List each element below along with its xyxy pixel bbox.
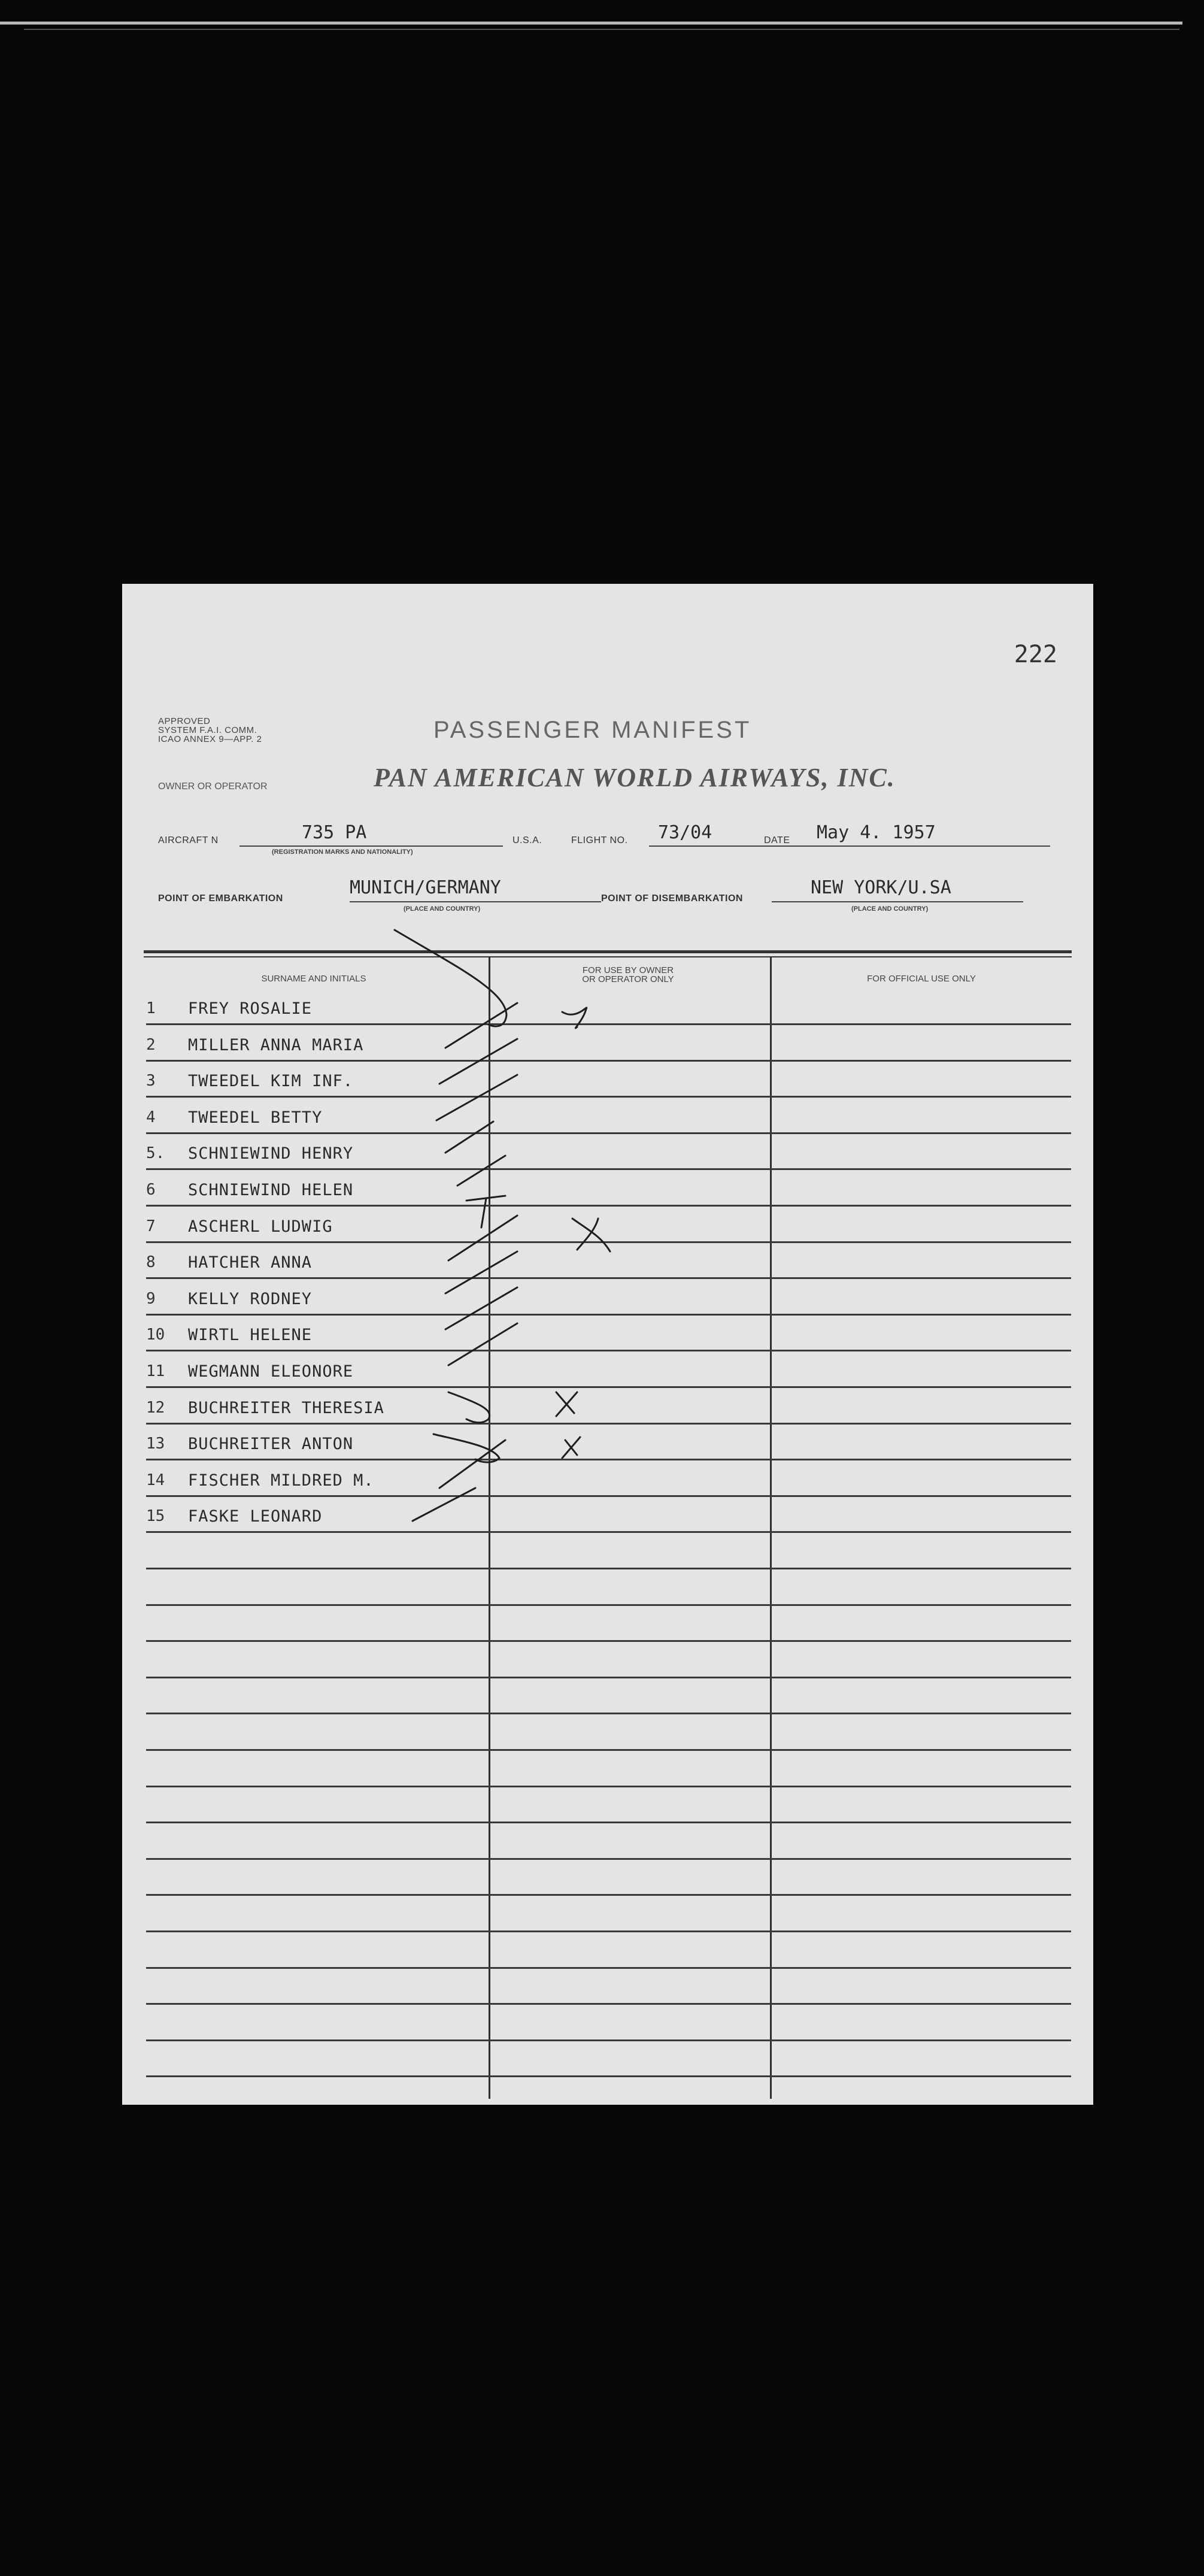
- country-label: U.S.A.: [512, 835, 542, 845]
- passenger-name: BUCHREITER THERESIA: [188, 1399, 384, 1417]
- table-row-line: [146, 2039, 1071, 2041]
- date-value: May 4. 1957: [817, 822, 936, 843]
- aircraft-value: 735 PA: [302, 822, 367, 843]
- passenger-name: FASKE LEONARD: [188, 1507, 323, 1526]
- embarkation-label: POINT OF EMBARKATION: [158, 893, 283, 904]
- film-top-edge: [0, 22, 1182, 25]
- table-row-line: [146, 1132, 1071, 1134]
- approval-stamp: APPROVED SYSTEM F.A.I. COMM. ICAO ANNEX 9—APP. 2: [158, 716, 262, 744]
- table-row-line: [146, 1168, 1071, 1170]
- disembarkation-caption: (PLACE AND COUNTRY): [851, 905, 929, 913]
- table-row-line: [146, 1350, 1071, 1351]
- table-row-line: [146, 1822, 1071, 1823]
- table-row-line: [146, 1060, 1071, 1062]
- col-head-surname: SURNAME AND INITIALS: [261, 974, 366, 984]
- passenger-name: WEGMANN ELEONORE: [188, 1362, 354, 1381]
- passenger-number: 9: [146, 1290, 156, 1308]
- passenger-name: FREY ROSALIE: [188, 999, 313, 1018]
- embarkation-value: MUNICH/GERMANY: [350, 877, 501, 898]
- table-row-line: [146, 1604, 1071, 1606]
- date-label: DATE: [764, 835, 790, 845]
- passenger-number: 14: [146, 1471, 165, 1489]
- table-row-line: [146, 1314, 1071, 1316]
- table-row-line: [146, 1241, 1071, 1243]
- table-row-line: [146, 1713, 1071, 1714]
- passenger-number: 12: [146, 1399, 165, 1417]
- passenger-name: KELLY RODNEY: [188, 1290, 313, 1308]
- passenger-number: 1: [146, 999, 156, 1017]
- passenger-number: 4: [146, 1108, 156, 1126]
- passenger-name: WIRTL HELENE: [188, 1326, 313, 1344]
- operator-name: PAN AMERICAN WORLD AIRWAYS, INC.: [374, 763, 896, 792]
- table-row-line: [146, 1096, 1071, 1098]
- col-head-owner-use: FOR USE BY OWNER OR OPERATOR ONLY: [582, 965, 674, 984]
- table-row-line: [146, 1677, 1071, 1678]
- passenger-name: BUCHREITER ANTON: [188, 1435, 354, 1453]
- aircraft-label: AIRCRAFT N: [158, 835, 219, 845]
- embarkation-caption: (PLACE AND COUNTRY): [404, 905, 481, 913]
- passenger-name: TWEEDEL BETTY: [188, 1108, 323, 1127]
- table-row-line: [146, 1967, 1071, 1969]
- passenger-name: FISCHER MILDRED M.: [188, 1471, 374, 1490]
- passenger-number: 5.: [146, 1144, 165, 1162]
- passenger-name: ASCHERL LUDWIG: [188, 1217, 333, 1236]
- passenger-name: SCHNIEWIND HELEN: [188, 1181, 354, 1199]
- table-row-line: [146, 1640, 1071, 1642]
- table-row-line: [146, 2003, 1071, 2005]
- disembarkation-label: POINT OF DISEMBARKATION: [601, 893, 743, 904]
- table-row-line: [146, 2075, 1071, 2077]
- disembarkation-value: NEW YORK/U.SA: [811, 877, 951, 898]
- passenger-number: 6: [146, 1181, 156, 1199]
- passenger-name: SCHNIEWIND HENRY: [188, 1144, 354, 1163]
- passenger-number: 10: [146, 1326, 165, 1344]
- table-row-line: [146, 1894, 1071, 1896]
- table-row-line: [146, 1495, 1071, 1497]
- table-row-line: [146, 1423, 1071, 1425]
- passenger-number: 2: [146, 1036, 156, 1054]
- table-row-line: [146, 1568, 1071, 1569]
- passenger-number: 13: [146, 1435, 165, 1453]
- passenger-number: 3: [146, 1072, 156, 1090]
- table-row-line: [146, 1205, 1071, 1207]
- flight-label: FLIGHT NO.: [571, 835, 628, 845]
- table-row-line: [146, 1531, 1071, 1533]
- col-head-official-use: FOR OFFICIAL USE ONLY: [867, 974, 976, 984]
- table-row-line: [146, 1386, 1071, 1388]
- page-number: 222: [1014, 641, 1057, 668]
- table-row-line: [146, 1749, 1071, 1751]
- passenger-number: 7: [146, 1217, 156, 1235]
- passenger-number: 8: [146, 1253, 156, 1271]
- passenger-number: 11: [146, 1362, 165, 1380]
- passenger-number: 15: [146, 1507, 165, 1525]
- manifest-sheet: [122, 584, 1093, 2105]
- table-row-line: [146, 1277, 1071, 1279]
- passenger-table: [122, 584, 1093, 2105]
- table-row-line: [146, 1786, 1071, 1787]
- passenger-name: TWEEDEL KIM INF.: [188, 1072, 354, 1090]
- table-row-line: [146, 1459, 1071, 1460]
- passenger-name: MILLER ANNA MARIA: [188, 1036, 364, 1054]
- form-title: PASSENGER MANIFEST: [433, 717, 752, 743]
- passenger-name: HATCHER ANNA: [188, 1253, 313, 1272]
- aircraft-caption: (REGISTRATION MARKS AND NATIONALITY): [272, 848, 413, 856]
- owner-label: OWNER OR OPERATOR: [158, 781, 268, 792]
- flight-value: 73/04: [658, 822, 712, 843]
- table-row-line: [146, 1023, 1071, 1025]
- table-row-line: [146, 1858, 1071, 1860]
- film-top-edge-shadow: [24, 29, 1179, 30]
- table-row-line: [146, 1931, 1071, 1932]
